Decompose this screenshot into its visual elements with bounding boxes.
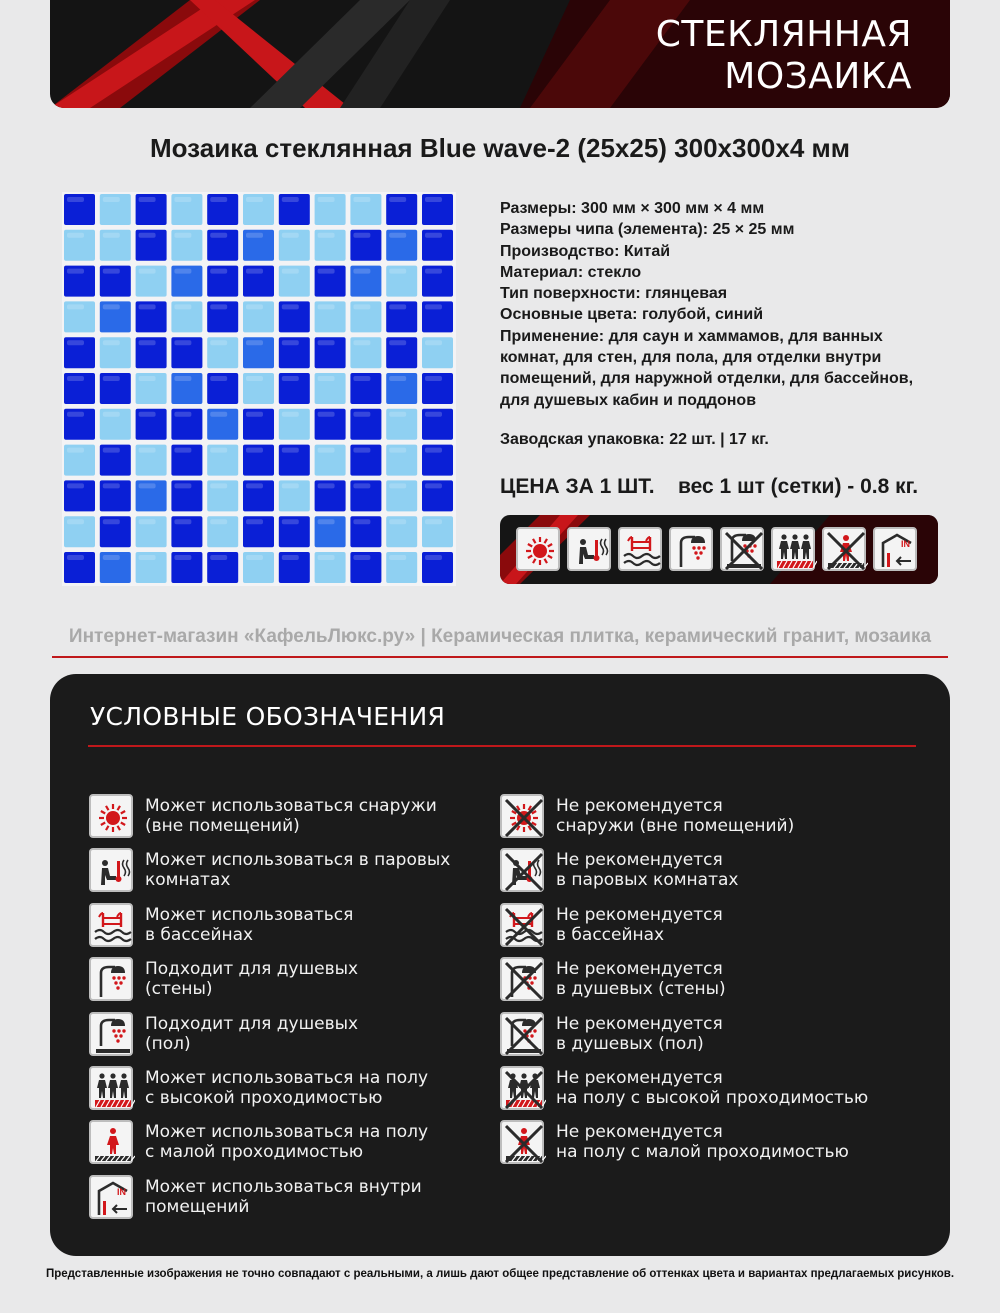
outdoor-icon [516,527,560,571]
legend-item-label: Не рекомендуется на полу с высокой проходимостью [556,1068,869,1108]
legend-item [89,903,489,953]
legend-item [500,903,900,953]
indoor-icon [89,1175,133,1219]
legend-item [500,848,900,898]
product-title: Мозаика стеклянная Blue wave-2 (25x25) 300x300x4 мм [149,133,851,163]
legend-item [89,957,489,1007]
shower-floor-not-recommended-icon [720,527,764,571]
header-banner [50,0,950,108]
shower-wall-not-recommended-icon [500,957,544,1001]
svg-text:IN: IN [117,1186,126,1197]
low-traffic-floor-not-recommended-icon [500,1120,544,1164]
spec-line: комнат, для стен, для пола, для отделки внутри [500,349,882,367]
legend-item-label: Не рекомендуется на полу с малой проходимостью [556,1122,849,1163]
steam-room-icon [567,527,611,571]
divider [52,656,948,658]
outdoor-icon [89,794,133,838]
legend-item-label: Не рекомендуется в душевых (стены) [556,959,726,1000]
legend-item-label: Может использоваться на полу с высокой проходимостью [145,1068,429,1108]
legend-divider [88,745,916,747]
spec-line: Производство: Китай [500,242,671,260]
disclaimer: Представленные изображения не точно совпадают с реальными, а лишь дают общее представление об оттенках цвета и вариантах предлагаемых рисунков. [45,1268,955,1280]
spec-line: для душевых кабин и поддонов [500,391,757,409]
packing-info: Заводская упаковка: 22 шт. | 17 кг. [500,431,769,448]
legend-item-label: Может использоваться на полу с малой проходимостью [145,1122,429,1163]
pool-icon [89,903,133,947]
legend-item-label: Может использоваться в бассейнах [145,904,354,945]
shower-wall-icon [89,957,133,1001]
legend-item-label: Может использоваться внутри помещений [145,1176,422,1217]
legend-item-label: Не рекомендуется в бассейнах [556,904,723,945]
spec-line: Тип поверхности: глянцевая [500,285,728,303]
product-icons-bar [500,515,938,584]
legend-item [89,1175,489,1225]
spec-line: Основные цвета: голубой, синий [500,306,764,324]
legend-item-label: Подходит для душевых (пол) [145,1013,359,1054]
legend-item-label: Подходит для душевых (стены) [145,959,359,1000]
spec-line: Материал: стекло [500,263,642,281]
high-traffic-floor-not-recommended-icon [500,1066,544,1110]
low-traffic-floor-not-recommended-icon [822,527,866,571]
low-traffic-floor-icon [89,1120,133,1164]
legend-title: УСЛОВНЫЕ ОБОЗНАЧЕНИЯ [90,702,446,731]
indoor-icon [873,527,917,571]
banner-title: СТЕКЛЯННАЯ МОЗАИКА [655,14,912,97]
legend-item-label: Не рекомендуется в паровых комнатах [556,850,739,891]
shower-wall-icon [669,527,713,571]
pool-icon [618,527,662,571]
steam-room-icon [89,848,133,892]
legend-item [89,1066,489,1116]
high-traffic-floor-icon [89,1066,133,1110]
weight-label: вес 1 шт (сетки) - 0.8 кг. [678,475,919,498]
legend-item [500,1012,900,1062]
spec-line: Размеры чипа (элемента): 25 × 25 мм [500,221,795,239]
spec-line: Применение: для саун и хаммамов, для ванных [500,327,883,345]
legend-item [500,957,900,1007]
legend-item [89,1120,489,1170]
shop-tagline: Интернет-магазин «КафельЛюкс.ру» | Керамическая плитка, керамический гранит, мозаика [68,626,932,647]
shower-floor-icon [89,1012,133,1056]
price-label: ЦЕНА ЗА 1 ШТ. [500,475,655,498]
product-icon-row [516,527,917,571]
legend-panel [50,674,950,1256]
mosaic-image [62,192,456,586]
legend-item-label: Не рекомендуется в душевых (пол) [556,1013,723,1054]
spec-list [500,198,940,411]
shower-floor-not-recommended-icon [500,1012,544,1056]
high-traffic-floor-icon [771,527,815,571]
legend-item [89,794,489,844]
legend-item [89,848,489,898]
outdoor-not-recommended-icon [500,794,544,838]
legend-item [500,794,900,844]
legend-item [500,1066,900,1116]
legend-item-label: Может использоваться снаружи (вне помещений) [145,796,437,836]
pool-not-recommended-icon [500,903,544,947]
svg-text:IN: IN [901,539,910,549]
legend-item [89,1012,489,1062]
legend-item-label: Не рекомендуется снаружи (вне помещений) [556,796,795,836]
legend-item [500,1120,900,1170]
steam-room-not-recommended-icon [500,848,544,892]
spec-line: помещений, для наружной отделки, для бассейнов, [500,370,914,388]
spec-line: Размеры: 300 мм × 300 мм × 4 мм [500,200,765,217]
legend-item-label: Может использоваться в паровых комнатах [145,850,451,891]
